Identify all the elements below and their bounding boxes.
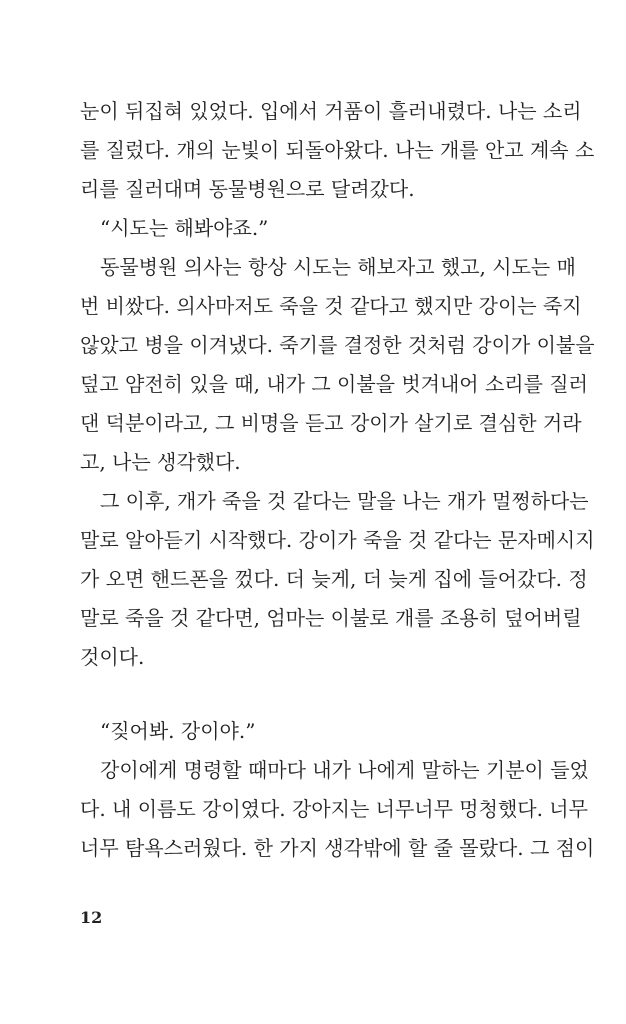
text-line: 를 질렀다. 개의 눈빛이 되돌아왔다. 나는 개를 안고 계속 소 — [80, 138, 595, 162]
text-line: 고, 나는 생각했다. — [80, 450, 241, 474]
text-line: 가 오면 핸드폰을 껐다. 더 늦게, 더 늦게 집에 들어갔다. 정 — [80, 567, 588, 591]
text-line: “시도는 해봐야죠.” — [100, 216, 269, 240]
body-text-part2 — [80, 712, 595, 868]
text-line: “짖어봐. 강이야.” — [100, 719, 256, 743]
text-line: 않았고 병을 이겨냈다. 죽기를 결정한 것처럼 강이가 이불을 — [80, 333, 595, 357]
text-line: 번 비쌌다. 의사마저도 죽을 것 같다고 했지만 강이는 죽지 — [80, 294, 582, 318]
text-line: 말로 알아듣기 시작했다. 강이가 죽을 것 같다는 문자메시지 — [80, 528, 595, 552]
page-number: 12 — [80, 908, 103, 927]
text-line: 리를 질러대며 동물병원으로 달려갔다. — [80, 177, 415, 201]
text-line: 말로 죽을 것 같다면, 엄마는 이불로 개를 조용히 덮어버릴 — [80, 606, 582, 630]
text-line: 댄 덕분이라고, 그 비명을 듣고 강이가 살기로 결심한 거라 — [80, 411, 582, 435]
text-line: 그 이후, 개가 죽을 것 같다는 말을 나는 개가 멀쩡하다는 — [100, 489, 589, 513]
text-line: 덮고 얌전히 있을 때, 내가 그 이불을 벗겨내어 소리를 질러 — [80, 372, 588, 396]
text-line: 다. 내 이름도 강이였다. 강아지는 너무너무 멍청했다. 너무 — [80, 797, 588, 821]
text-line: 동물병원 의사는 항상 시도는 해보자고 했고, 시도는 매 — [100, 255, 576, 279]
text-line: 강이에게 명령할 때마다 내가 나에게 말하는 기분이 들었 — [100, 758, 589, 782]
text-line: 눈이 뒤집혀 있었다. 입에서 거품이 흘러내렸다. 나는 소리 — [80, 99, 582, 123]
text-line: 너무 탐욕스러웠다. 한 가지 생각밖에 할 줄 몰랐다. 그 점이 — [80, 836, 595, 860]
body-text-part1 — [80, 92, 595, 677]
text-line: 것이다. — [80, 645, 145, 669]
